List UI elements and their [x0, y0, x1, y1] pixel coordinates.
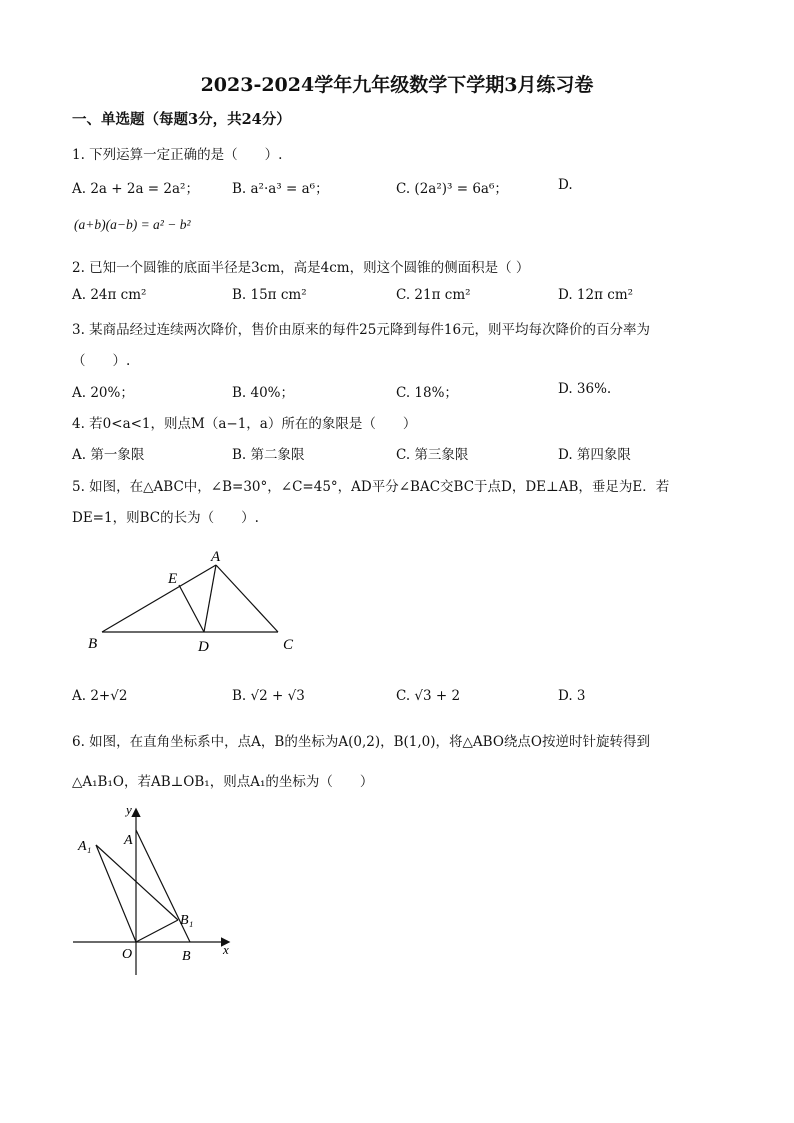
- q3-option-d: D. 36%.: [558, 381, 612, 397]
- q2-option-b: B. 15π cm²: [232, 287, 307, 303]
- q3-option-a: A. 20%；: [72, 385, 134, 401]
- q5-stem: 5. 如图，在△ABC中，∠B=30°，∠C=45°，AD平分∠BAC交BC于点D，DE⊥AB，垂足为E．若: [72, 479, 670, 495]
- label-b: B: [88, 636, 98, 652]
- q3-stem: 3. 某商品经过连续两次降价，售价由原来的每件25元降到每件16元，则平均每次降价的百分率为: [72, 322, 651, 338]
- segment-oa1: [96, 845, 136, 942]
- q5-stem-cont: DE=1，则BC的长为（ ）.: [72, 510, 259, 526]
- q4-stem: 4. 若0<a<1，则点M（a−1，a）所在的象限是（ ）: [72, 416, 417, 432]
- q2-option-c: C. 21π cm²: [396, 287, 471, 303]
- q4-option-d: D. 第四象限: [558, 447, 631, 463]
- segment-ac: [216, 565, 278, 632]
- q2-option-d: D. 12π cm²: [558, 287, 634, 303]
- q3-option-b: B. 40%；: [232, 385, 295, 401]
- segment-ob1: [136, 920, 178, 942]
- coordinate-figure: [68, 800, 248, 980]
- label-e: E: [168, 571, 178, 587]
- triangle-figure: [80, 545, 320, 660]
- label-b: B: [182, 949, 191, 964]
- label-a: A: [124, 833, 133, 848]
- q4-option-a: A. 第一象限: [72, 447, 145, 463]
- q1-option-c: C. (2a²)³ = 6a⁶；: [396, 181, 508, 197]
- q5-option-d: D. 3: [558, 688, 586, 704]
- segment-ad: [204, 565, 216, 632]
- q1-option-b: B. a²·a³ = a⁶；: [232, 181, 329, 197]
- q3-stem-cont: （ ）.: [72, 353, 131, 369]
- label-a1: A₁: [78, 839, 92, 854]
- q4-option-b: B. 第二象限: [232, 447, 305, 463]
- q4-option-c: C. 第三象限: [396, 447, 469, 463]
- q5-option-b: B. √2 + √3: [232, 688, 305, 704]
- page-title: 2023-2024学年九年级数学下学期3月练习卷: [200, 74, 594, 96]
- q1-option-d: D.: [558, 177, 573, 193]
- q1-option-d-formula: (a+b)(a−b) = a² − b²: [74, 217, 191, 232]
- q3-option-c: C. 18%；: [396, 385, 458, 401]
- segment-de: [179, 585, 204, 632]
- q5-option-a: A. 2+√2: [72, 688, 128, 704]
- label-o: O: [122, 947, 133, 962]
- q1-stem: 1. 下列运算一定正确的是（ ）.: [72, 147, 283, 163]
- q5-option-c: C. √3 + 2: [396, 688, 461, 704]
- q6-stem: 6. 如图，在直角坐标系中，点A，B的坐标为A(0,2)，B(1,0)，将△ABO绕点O按逆时针旋转得到: [72, 734, 650, 750]
- label-y: y: [126, 802, 132, 817]
- q2-option-a: A. 24π cm²: [72, 287, 147, 303]
- section-heading: 一、单选题（每题3分，共24分）: [72, 111, 291, 128]
- label-d: D: [198, 639, 209, 655]
- label-a: A: [211, 549, 221, 565]
- label-x: x: [223, 942, 229, 957]
- q2-stem: 2. 已知一个圆锥的底面半径是3cm，高是4cm，则这个圆锥的侧面积是（ ）: [72, 260, 530, 276]
- segment-a1b1: [96, 845, 178, 920]
- q1-option-a: A. 2a + 2a = 2a²；: [72, 181, 199, 197]
- label-c: C: [283, 637, 294, 653]
- label-b1: B₁: [180, 913, 194, 928]
- q6-stem-cont: △A₁B₁O，若AB⊥OB₁，则点A₁的坐标为（ ）: [72, 774, 374, 790]
